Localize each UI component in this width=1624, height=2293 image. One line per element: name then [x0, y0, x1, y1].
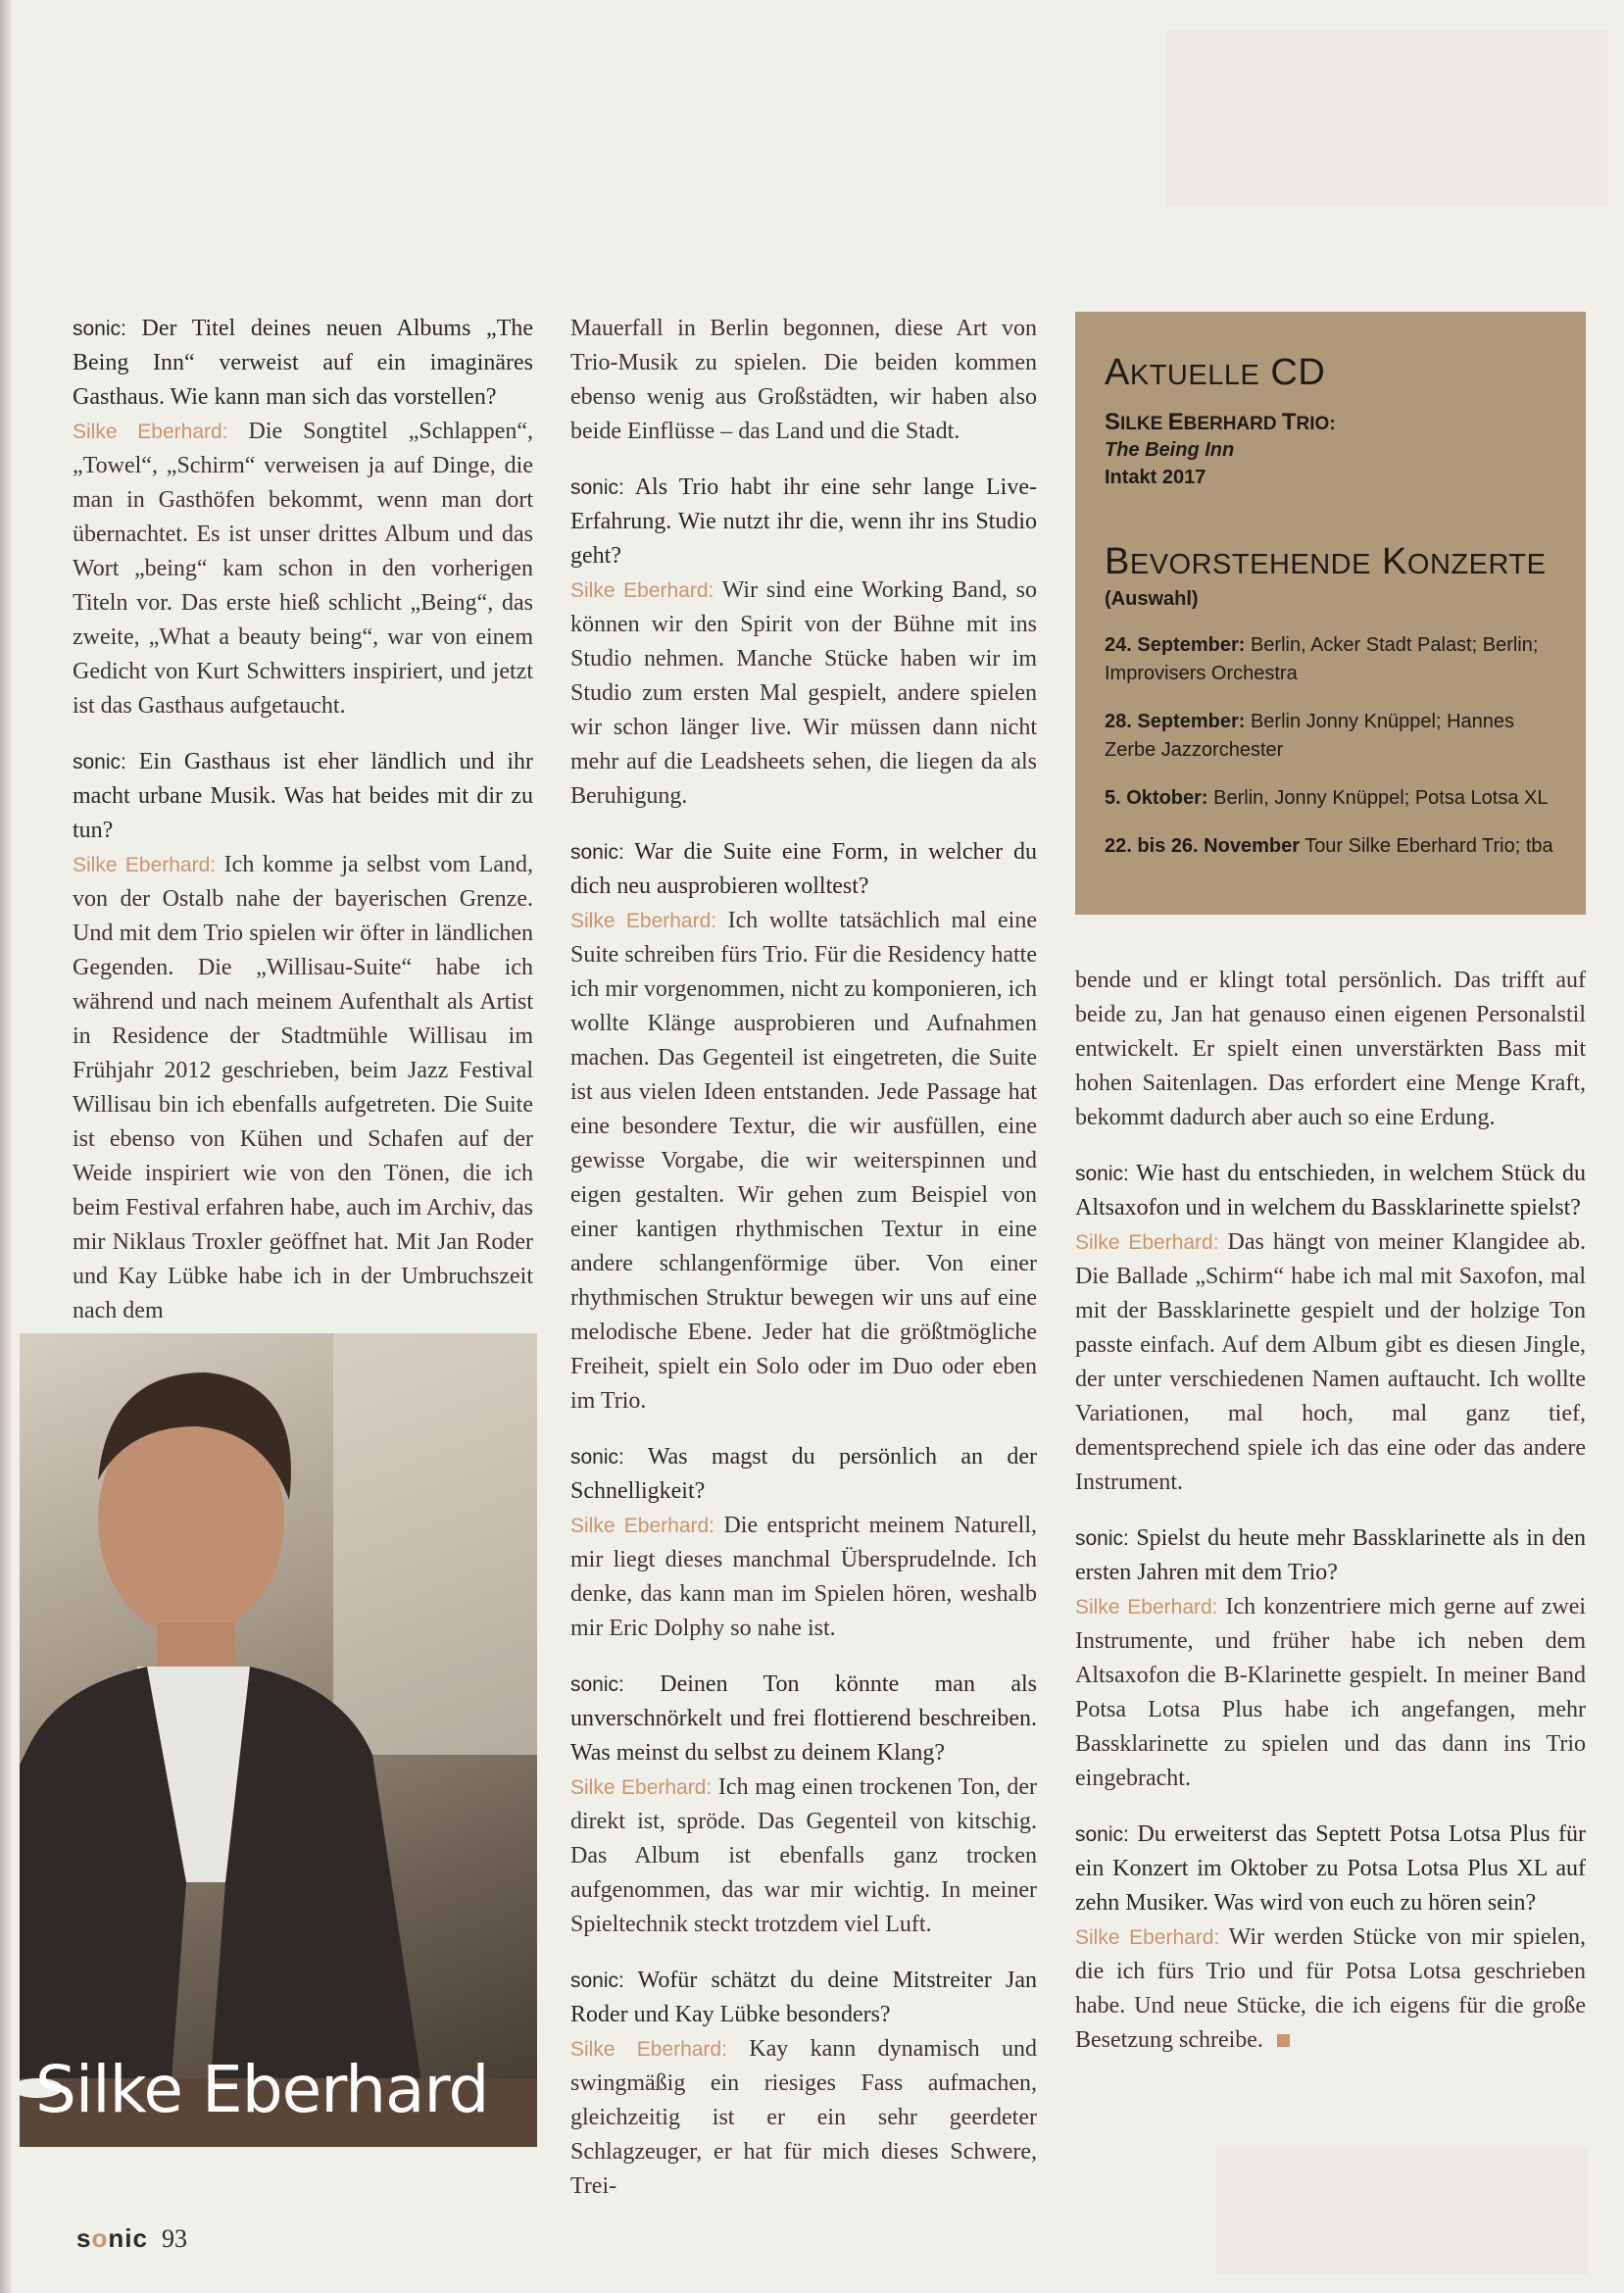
concert-date: 28. September: [1105, 711, 1246, 732]
question-text: Ein Gasthaus ist eher ländlich und ihr macht urbane Musik. Was hat beides mit dir zu tun? [73, 749, 533, 843]
article-column-1 [73, 312, 533, 1350]
interview-exchange [570, 1964, 1037, 2204]
question-text: Als Trio habt ihr eine sehr lange Live-Erfahrung. Wie nutzt ihr die, wenn ihr ins Studio geht? [570, 474, 1037, 569]
answer-continuation: Mauerfall in Berlin begonnen, diese Art von Trio-Musik zu spielen. Die beiden kommen ebenso wenig aus Großstädten, wir haben also beide Einflüsse – das Land und die Stadt. [570, 316, 1037, 444]
answer-text: Das hängt von meiner Klangidee ab. Die Ballade „Schirm“ habe ich mal mit Saxofon, mal mit der Bassklarinette gespielt und der holzige Ton passte einfach. Auf dem Album gibt es diesen Jingle, der unter verschiedenen Namen auftaucht. Ich wollte Variationen, mal hoch, mal ganz tief, dementsprechend spiele ich das eine oder das andere Instrument. [1075, 1229, 1587, 1495]
photo-caption: Silke Eberhard [35, 2052, 489, 2127]
concert-item [1105, 631, 1556, 688]
bleed-through-ad-lower [1215, 2147, 1588, 2274]
speaker-label: Silke Eberhard: [1075, 1231, 1219, 1254]
question-text: Der Titel deines neuen Albums „The Being Inn“ verweist auf ein imaginäres Gasthaus. Wie kann man sich das vorstellen? [73, 316, 534, 410]
answer-text: Ich komme ja selbst vom Land, von der Ostalb nahe der bayerischen Grenze. Und mit dem Trio spielen wir öfter in ländlichen Gegenden. Die „Willisau-Suite“ habe ich während und nach meinem Aufenthalt als Artist in Residence der Stadtmühle Willisau im Frühjahr 2012 geschrieben, beim Jazz Festival Willisau bin ich ebenfalls aufgetreten. Die Suite ist ebenso von Kühen und Schafen auf der Weide inspiriert wie von den Tönen, die ich beim Festival erfahren habe, auch im Archiv, das mir Niklaus Troxler geöffnet hat. Mit Jan Roder und Kay Lübke habe ich in der Umbruchszeit nach dem [73, 852, 533, 1323]
answer-text: Ich wollte tatsächlich mal eine Suite schreiben fürs Trio. Für die Residency hatte ich mir vorgenommen, nicht zu komponieren, ich wollte Klänge ausprobieren und Aufnahmen machen. Das Gegenteil ist eingetreten, die Suite ist aus vielen Ideen entstanden. Jede Passage hat eine besondere Textur, die wir ausfüllen, eine gewisse Vorgabe, die wir weiterspinnen und eigen gestalten. Wir gehen zum Beispiel von einer kantigen rhythmischen Textur in eine andere schlangenförmige über. Von einer rhythmischen Struktur bewegen wir uns auf eine melodische Ebene. Jeder hat die größtmögliche Freiheit, spielt ein Solo oder im Duo oder eben im Trio. [570, 908, 1038, 1414]
answer-text: Wir werden Stücke von mir spielen, die ich fürs Trio und für Potsa Lotsa geschrieben habe. Und neue Stücke, die ich eigens für die große Besetzung schreibe. [1075, 1924, 1587, 2053]
question-text: Du erweiterst das Septett Potsa Lotsa Plus für ein Konzert im Oktober zu Potsa Lotsa Plus XL auf zehn Musiker. Was wird von euch zu hören sein? [1075, 1821, 1586, 1916]
interview-exchange [1075, 1818, 1586, 2058]
concert-list [1105, 631, 1556, 861]
speaker-label: Silke Eberhard: [73, 854, 217, 876]
interviewer-label: sonic: [570, 1673, 624, 1696]
interviewer-label: sonic: [1075, 1527, 1129, 1550]
answer-text: Die entspricht meinem Naturell, mir liegt dieses manchmal Übersprudelnde. Ich denke, das kann man im Spielen hören, weshalb mir Eric Dolphy so nahe ist. [570, 1513, 1037, 1641]
concert-item [1105, 832, 1556, 861]
concerts-subheading: (Auswahl) [1105, 588, 1199, 610]
current-cd-heading: AKTUELLE CD [1105, 352, 1326, 393]
concert-details: Berlin, Acker Stadt Palast; Berlin; Improvisers Orchestra [1105, 634, 1539, 684]
cd-label-year: Intakt 2017 [1105, 467, 1206, 488]
answer-text: Wir sind eine Working Band, so können wir den Spirit von der Bühne mit ins Studio nehmen. Manche Stücke haben wir im Studio zum ersten Mal gespielt, andere spielen wir schon länger live. Wir müssen dann nicht mehr auf die Leadsheets sehen, die liegen da als Beruhigung. [570, 577, 1037, 809]
bleed-through-ad [1166, 29, 1607, 206]
interview-exchange [73, 312, 533, 723]
interviewer-label: sonic: [73, 751, 126, 773]
interviewer-label: sonic: [570, 1969, 624, 1992]
article-column-2 [570, 312, 1037, 2225]
concert-details: Berlin Jonny Knüppel; Hannes Zerbe Jazzorchester [1105, 711, 1515, 761]
speaker-label: Silke Eberhard: [570, 2038, 727, 2061]
interviewer-label: sonic: [1075, 1823, 1129, 1846]
speaker-label: Silke Eberhard: [570, 1776, 713, 1799]
artist-photo [20, 1333, 537, 2147]
concert-item [1105, 784, 1556, 813]
interviewer-label: sonic: [570, 1446, 624, 1469]
page-spine-shadow [0, 0, 12, 2293]
question-text: Spielst du heute mehr Bassklarinette als in den ersten Jahren mit dem Trio? [1075, 1525, 1586, 1585]
speaker-label: Silke Eberhard: [570, 910, 717, 932]
interview-exchange [1075, 1157, 1586, 1500]
cd-artist: SILKE EBERHARD TRIO: [1105, 409, 1336, 435]
speaker-label: Silke Eberhard: [570, 579, 714, 602]
artist-portrait-illustration [20, 1333, 537, 2147]
interview-exchange [570, 835, 1037, 1419]
article-column-3 [1075, 964, 1586, 2079]
speaker-label: Silke Eberhard: [1075, 1926, 1220, 1949]
answer-text: Ich mag einen trockenen Ton, der direkt ist, spröde. Das Gegenteil von kitschig. Das Album ist ebenfalls ganz trocken aufgenommen, das war mir wichtig. In meiner Spieltechnik steckt trotzdem viel Luft. [570, 1774, 1038, 1937]
interviewer-label: sonic: [570, 841, 624, 864]
article-end-mark [1277, 2034, 1290, 2047]
concert-date: 24. September: [1105, 634, 1246, 656]
answer-text: Kay kann dynamisch und swingmäßig ein riesiges Fass aufmachen, gleichzeitig ist er ein sehr geerdeter Schlagzeuger, er hat für mich dieses Schwere, Trei- [570, 2036, 1037, 2199]
interview-exchange [73, 745, 533, 1328]
interview-exchange [570, 1668, 1037, 1942]
answer-text: Ich konzentriere mich gerne auf zwei Instrumente, und früher habe ich neben dem Altsaxofon die B-Klarinette gespielt. In meiner Band Potsa Lotsa Plus habe ich angefangen, mehr Bassklarinette zu spielen und das dann ins Trio eingebracht. [1075, 1594, 1587, 1791]
question-text: Wofür schätzt du deine Mitstreiter Jan Roder und Kay Lübke besonders? [570, 1968, 1037, 2027]
question-text: War die Suite eine Form, in welcher du dich neu ausprobieren wolltest? [570, 839, 1037, 899]
concert-date: 22. bis 26. November [1105, 835, 1300, 857]
info-sidebar [1075, 312, 1586, 915]
answer-text: Die Songtitel „Schlappen“, „Towel“, „Schirm“ verweisen ja auf Dinge, die man in Gasthöfen bekommt, wenn man dort übernachtet. Es ist unser drittes Album und das Wort „being“ kam schon in den vorherigen Titeln vor. Das erste hieß schlicht „Being“, das zweite, „What a beauty being“, war von einem Gedicht von Kurt Schwitters inspiriert, und jetzt ist das Gasthaus aufgetaucht. [73, 419, 533, 719]
page-number: 93 [161, 2224, 187, 2253]
question-text: Deinen Ton könnte man als unverschnörkelt und frei flottierend beschreiben. Was meinst du selbst zu deinem Klang? [570, 1671, 1038, 1766]
speaker-label: Silke Eberhard: [73, 421, 228, 443]
interview-exchange [570, 471, 1037, 814]
interview-exchange [1075, 1521, 1586, 1796]
speaker-label: Silke Eberhard: [1075, 1596, 1218, 1619]
cd-album-title: The Being Inn [1105, 439, 1235, 461]
concert-item [1105, 708, 1556, 765]
interviewer-label: sonic: [570, 476, 624, 499]
question-text: Wie hast du entschieden, in welchem Stück du Altsaxofon und in welchem du Bassklarinette spielst? [1075, 1161, 1586, 1221]
answer-continuation: bende und er klingt total persönlich. Das trifft auf beide zu, Jan hat genauso einen eigenen Personalstil entwickelt. Er spielt einen unverstärkten Bass mit hohen Saitenlagen. Das erfordert eine Menge Kraft, bekommt dadurch aber auch so eine Erdung. [1075, 968, 1586, 1130]
concert-date: 5. Oktober: [1105, 787, 1208, 809]
concert-details: Tour Silke Eberhard Trio; tba [1304, 835, 1553, 857]
interview-exchange [570, 1440, 1037, 1646]
interviewer-label: sonic: [1075, 1163, 1129, 1185]
upcoming-concerts-heading: BEVORSTEHENDE KONZERTE [1105, 541, 1547, 582]
concert-details: Berlin, Jonny Knüppel; Potsa Lotsa XL [1213, 787, 1549, 809]
interviewer-label: sonic: [73, 318, 126, 340]
page-footer [76, 2223, 187, 2254]
speaker-label: Silke Eberhard: [570, 1515, 715, 1537]
question-text: Was magst du persönlich an der Schnelligkeit? [570, 1444, 1037, 1504]
magazine-logo: sonic [76, 2223, 148, 2253]
